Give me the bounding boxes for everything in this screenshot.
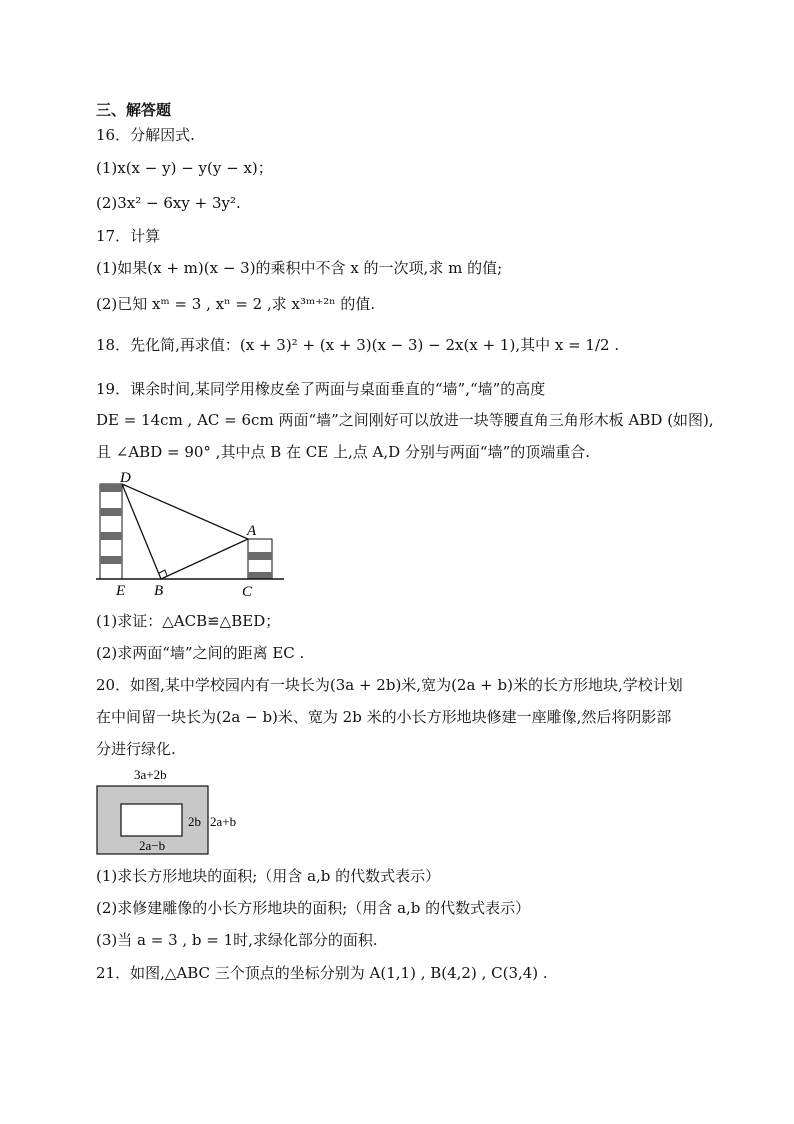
label-a: A bbox=[247, 523, 257, 539]
q17-part1: (1)如果(x + m)(x − 3)的乘积中不含 x 的一次项,求 m 的值; bbox=[96, 259, 503, 277]
q18-stem: 18．先化简,再求值：(x + 3)² + (x + 3)(x − 3) − 2x(x + 1),其中 x = 1/2 . bbox=[96, 336, 620, 354]
section-title: 三、解答题 bbox=[96, 101, 172, 119]
triangle-abd bbox=[122, 484, 248, 579]
q17-part2: (2)已知 xᵐ = 3 , xⁿ = 2 ,求 x³ᵐ⁺²ⁿ 的值. bbox=[96, 295, 376, 313]
q19-figure-walls-triangle bbox=[96, 468, 288, 600]
q16-part1: (1)x(x − y) − y(y − x)； bbox=[96, 159, 273, 177]
label-b: B bbox=[154, 583, 164, 599]
q20-line1: 20．如图,某中学校园内有一块长为(3a + 2b)米,宽为(2a + b)米的长方形地块,学校计划 bbox=[96, 676, 683, 694]
label-outer-width: 2a+b bbox=[210, 814, 237, 829]
q20-part2: (2)求修建雕像的小长方形地块的面积;（用含 a,b 的代数式表示） bbox=[96, 899, 531, 917]
q19-line1: 19．课余时间,某同学用橡皮垒了两面与桌面垂直的“墙”,“墙”的高度 bbox=[96, 380, 546, 398]
q19-line2: DE = 14cm , AC = 6cm 两面“墙”之间刚好可以放进一块等腰直角三角形木板 ABD (如图), bbox=[96, 411, 714, 429]
q19-line3: 且 ∠ABD = 90° ,其中点 B 在 CE 上,点 A,D 分别与两面“墙”的顶端重合. bbox=[96, 443, 591, 461]
q20-line2: 在中间留一块长为(2a − b)米、宽为 2b 米的小长方形地块修建一座雕像,然后将阴影部 bbox=[96, 708, 672, 726]
q20-part1: (1)求长方形地块的面积;（用含 a,b 的代数式表示） bbox=[96, 867, 441, 885]
label-e: E bbox=[116, 583, 126, 599]
right-angle-mark bbox=[159, 570, 167, 576]
label-inner-length: 2a−b bbox=[139, 838, 166, 853]
q19-part2: (2)求两面“墙”之间的距离 EC . bbox=[96, 644, 305, 662]
q17-stem: 17．计算 bbox=[96, 227, 161, 245]
q21-stem: 21．如图,△ABC 三个顶点的坐标分别为 A(1,1) , B(4,2) , C(3,4) . bbox=[96, 964, 548, 982]
label-d: D bbox=[120, 470, 131, 486]
q20-part3: (3)当 a = 3 , b = 1时,求绿化部分的面积. bbox=[96, 931, 378, 949]
q16-part2: (2)3x² − 6xy + 3y². bbox=[96, 194, 241, 212]
q20-line3: 分进行绿化. bbox=[96, 740, 176, 758]
label-outer-length: 3a+2b bbox=[134, 767, 167, 782]
left-wall bbox=[100, 484, 122, 579]
inner-rectangle bbox=[121, 804, 182, 836]
right-wall bbox=[248, 539, 272, 579]
label-c: C bbox=[242, 584, 253, 600]
label-inner-width: 2b bbox=[188, 814, 201, 829]
q16-stem: 16．分解因式. bbox=[96, 126, 195, 144]
q20-figure-rectangles bbox=[96, 764, 256, 860]
q19-part1: (1)求证：△ACB≌△BED； bbox=[96, 612, 281, 630]
